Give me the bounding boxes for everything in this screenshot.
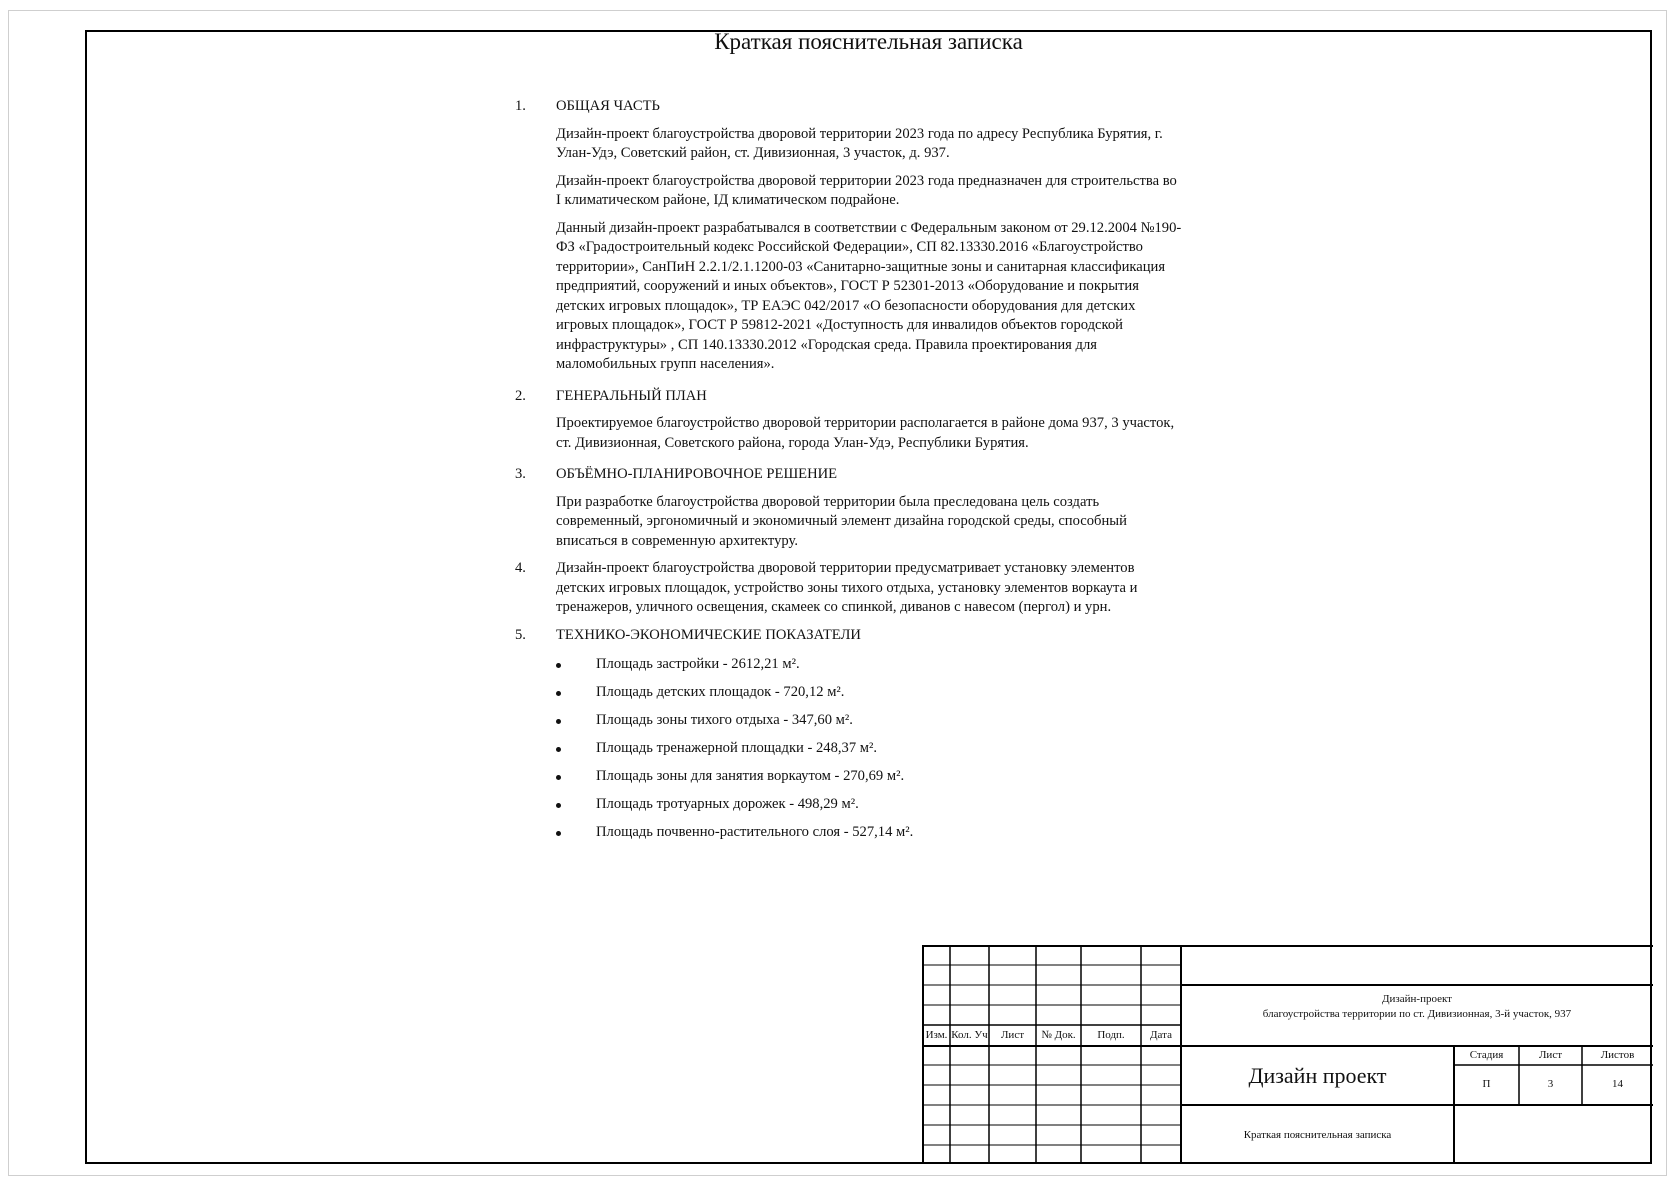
list-item-text: Площадь тренажерной площадки - 248,37 м².: [596, 740, 878, 756]
list-item: [515, 823, 1185, 843]
list-item: [515, 795, 1185, 815]
section-heading: [515, 387, 1185, 407]
section-number: 4.: [515, 560, 526, 576]
column-header: Подп.: [1097, 1029, 1125, 1041]
list-item: [515, 767, 1185, 787]
list-item-text: Площадь почвенно-растительного слоя - 527,14 м².: [596, 824, 914, 840]
column-header: № Док.: [1041, 1029, 1076, 1041]
list-item: [515, 655, 1185, 675]
section-title: ОБЪЁМНО-ПЛАНИРОВОЧНОЕ РЕШЕНИЕ: [556, 466, 838, 482]
section-title: ТЕХНИКО-ЭКОНОМИЧЕСКИЕ ПОКАЗАТЕЛИ: [556, 626, 861, 643]
list-item: [515, 739, 1185, 759]
list-item: [515, 683, 1185, 703]
section-number: 2.: [515, 387, 526, 404]
stage-value: П: [1482, 1078, 1491, 1090]
section-number: 5.: [515, 626, 526, 643]
project-name-line1: Дизайн-проект: [1382, 993, 1452, 1005]
section-number: 1.: [515, 98, 526, 114]
list-item: [515, 711, 1185, 731]
paragraph: Дизайн-проект благоустройства дворовой территории 2023 года предназначен для строительства во I климатическом районе, IД климатическом подрайоне.: [556, 172, 1177, 208]
list-item-text: Площадь тротуарных дорожек - 498,29 м².: [596, 796, 859, 812]
section-text: Дизайн-проект благоустройства дворовой территории предусматривает установку элементов детских игровых площадок, устройство зоны тихого отдыха, установку элементов воркаута и тренажеров, уличного освещения, скамеек со спинкой, диванов с навесом (пергол) и урн.: [556, 560, 1138, 615]
section-title: ГЕНЕРАЛЬНЫЙ ПЛАН: [556, 387, 707, 404]
stage-label: Стадия: [1469, 1049, 1504, 1061]
section-heading: [515, 465, 1185, 485]
sheet-name: Краткая пояснительная записка: [1243, 1129, 1392, 1141]
bullet-icon: [556, 663, 561, 668]
section-heading: [515, 559, 1185, 618]
sheet-title: Дизайн проект: [1248, 1063, 1387, 1088]
list-item-text: Площадь зоны для занятия воркаутом - 270,69 м².: [596, 768, 905, 784]
bullet-icon: [556, 803, 561, 808]
list-item-text: Площадь детских площадок - 720,12 м².: [596, 684, 845, 700]
sheet-label: Лист: [1538, 1049, 1563, 1061]
paragraph: Дизайн-проект благоустройства дворовой территории 2023 года по адресу Республика Бурятия, г. Улан-Удэ, Советский район, ст. Дивизионная, 3 участок, д. 937.: [556, 125, 1163, 161]
bullet-icon: [556, 691, 561, 696]
column-header: Кол. Уч: [951, 1029, 988, 1041]
bullet-icon: [556, 831, 561, 836]
sheets-value: 14: [1612, 1078, 1623, 1090]
paragraph: Данный дизайн-проект разрабатывался в соответствии с Федеральным законом от 29.12.2004 №190-ФЗ «Градостроительный кодекс Российской Федерации», СП 82.13330.2016 «Благоустройство территории», СанПиН 2.2.1/2.1.1200-03 «Санитарно-защитные зоны и санитарная классификация предприятий, сооружений и иных объектов», ГОСТ Р 52301-2013 «Оборудование и покрытия детских игровых площадок», ТР ЕАЭС 042/2017 «О безопасности оборудования для детских игровых площадок», ГОСТ Р 59812-2021 «Доступность для инвалидов объектов городской инфраструктуры» , СП 140.13330.2012 «Городская среда. Правила проектирования для маломобильных групп населения».: [556, 219, 1182, 372]
section-heading: [515, 626, 1185, 646]
sheets-label: Листов: [1600, 1049, 1635, 1061]
explanatory-note-body: [515, 97, 1185, 851]
indicators-list: [515, 655, 1185, 843]
list-item-text: Площадь зоны тихого отдыха - 347,60 м².: [596, 712, 853, 728]
title-block: [922, 945, 1653, 1164]
paragraph: Проектируемое благоустройство дворовой территории располагается в районе дома 937, 3 участок, ст. Дивизионная, Советского района, города Улан-Удэ, Республики Бурятия.: [556, 415, 1175, 451]
bullet-icon: [556, 747, 561, 752]
bullet-icon: [556, 775, 561, 780]
section-number: 3.: [515, 466, 526, 482]
document-title: Краткая пояснительная записка: [714, 29, 1023, 54]
bullet-icon: [556, 719, 561, 724]
project-name-line2: благоустройства территории по ст. Дивизионная, 3-й участок, 937: [1262, 1008, 1572, 1020]
column-header: Изм.: [925, 1029, 948, 1041]
list-item-text: Площадь застройки - 2612,21 м².: [596, 656, 800, 672]
column-header: Дата: [1150, 1029, 1172, 1041]
section-heading: [515, 97, 1185, 117]
section-title: ОБЩАЯ ЧАСТЬ: [556, 98, 660, 114]
sheet-value: 3: [1547, 1078, 1554, 1090]
paragraph: При разработке благоустройства дворовой территории была преследована цель создать современный, эргономичный и экономичный элемент дизайна городской среды, способный вписаться в современную архитектуру.: [556, 493, 1127, 549]
column-header: Лист: [1000, 1029, 1025, 1041]
